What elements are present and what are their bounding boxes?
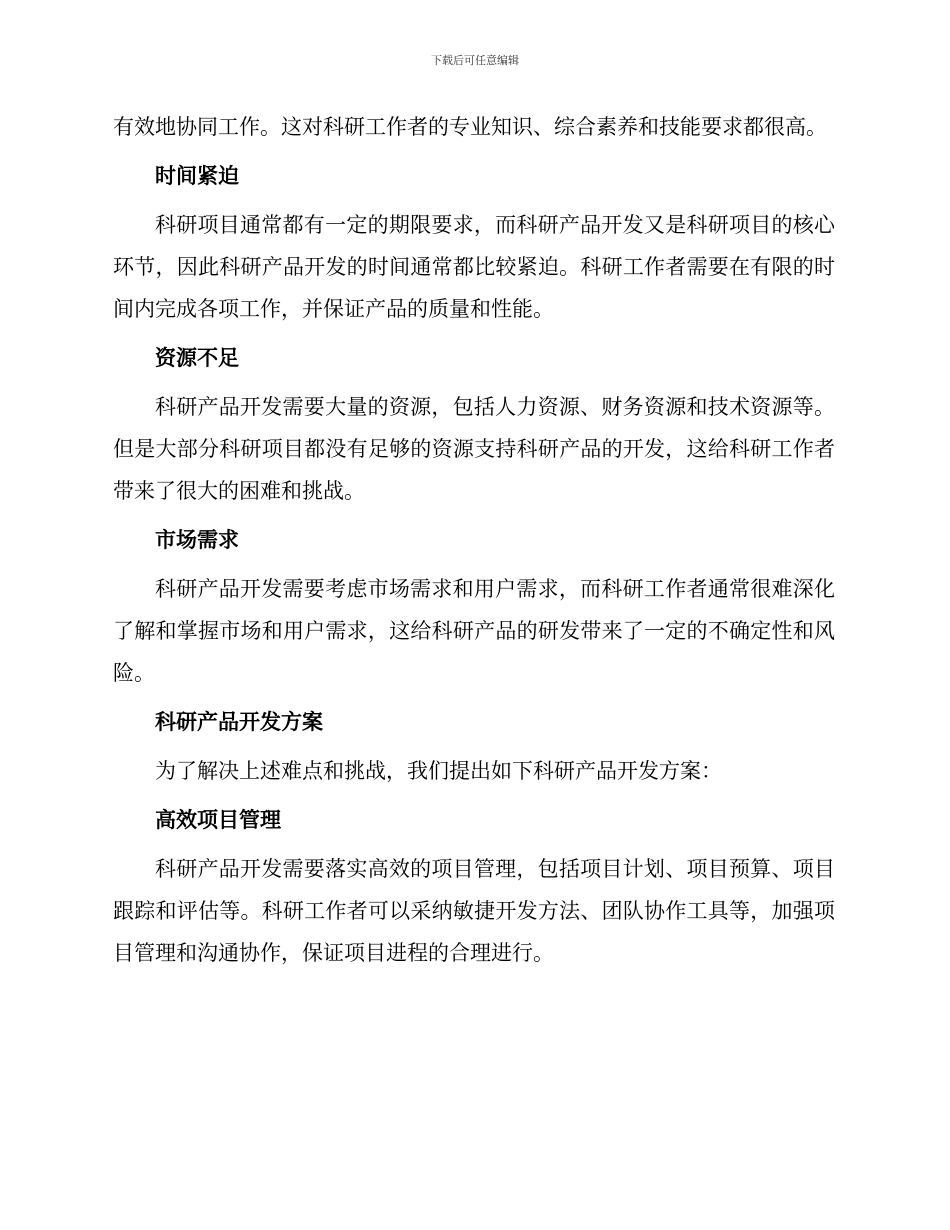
paragraph-project-management: 科研产品开发需要落实高效的项目管理，包括项目计划、项目预算、项目跟踪和评估等。科研工作者可以采纳敏捷开发方法、团队协作工具等，加强项目管理和沟通协作，保证项目进程的合理进行。 [113,857,835,965]
section-heading-insufficient-resources: 资源不足 [155,346,239,370]
section-heading-project-management: 高效项目管理 [155,808,281,832]
paragraph-continuation: 有效地协同工作。这对科研工作者的专业知识、综合素养和技能要求都很高。 [113,115,827,139]
document-body [113,106,835,974]
paragraph-market-demand: 科研产品开发需要考虑市场需求和用户需求，而科研工作者通常很难深化了解和掌握市场和用户需求，这给科研产品的研发带来了一定的不确定性和风险。 [113,577,835,685]
paragraph-insufficient-resources: 科研产品开发需要大量的资源，包括人力资源、财务资源和技术资源等。但是大部分科研项目都没有足够的资源支持科研产品的开发，这给科研工作者带来了很大的困难和挑战。 [113,395,835,503]
paragraph-development-plan: 为了解决上述难点和挑战，我们提出如下科研产品开发方案： [155,759,722,783]
section-heading-time-pressure: 时间紧迫 [155,164,239,188]
section-heading-market-demand: 市场需求 [155,528,239,552]
paragraph-time-pressure: 科研项目通常都有一定的期限要求，而科研产品开发又是科研项目的核心环节，因此科研产品开发的时间通常都比较紧迫。科研工作者需要在有限的时间内完成各项工作，并保证产品的质量和性能。 [113,213,835,321]
section-heading-development-plan: 科研产品开发方案 [155,710,323,734]
page-header: 下载后可任意编辑 [431,54,519,67]
